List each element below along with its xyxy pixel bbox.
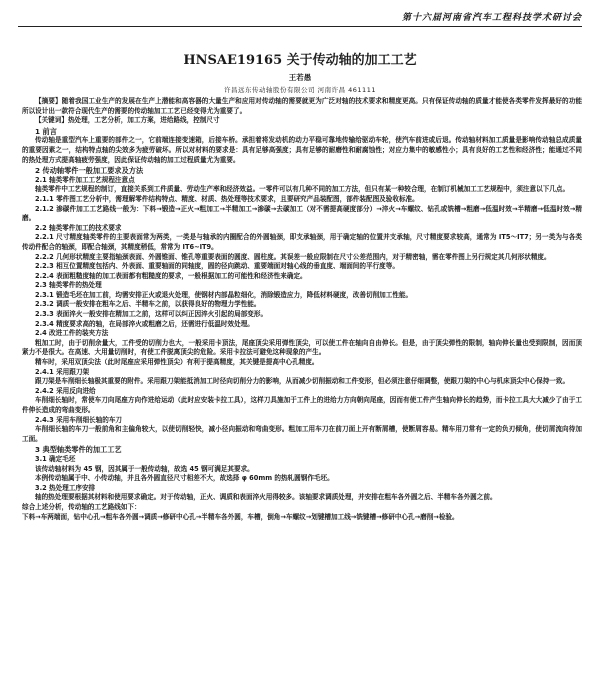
subsection-heading: 2.1 轴类零件加工工艺规程注意点 xyxy=(35,175,135,184)
paragraph: 下料→车两端面，钻中心孔→粗车各外圆→调质→修研中心孔→半精车各外圆，车槽，倒角→车螺纹→划键槽加工线→铣键槽→修研中心孔→磨削→检验。 xyxy=(22,512,459,521)
running-header xyxy=(18,6,582,27)
subsection-heading: 3.1 确定毛坯 xyxy=(35,454,76,463)
paragraph: 2.2.3 相互位置精度包括内、外表面、重要轴面的同轴度，圆的径向跳动、重要端面对轴心线的垂直度、端面间的平行度等。 xyxy=(35,262,399,271)
paragraph: 车削细长轴时，常使车刀向尾座方向作进给运动（此时应安装卡拉工具），这样刀具施加于工件上的进给力方向朝向尾座，因而有使工件产生轴向伸长的趋势，而卡拉工具大大减少了由于工件伸长造成的弯曲变形。 xyxy=(22,396,582,414)
paragraph: 2.2.2 几何形状精度主要指轴颈表面、外圆锥面、锥孔等重要表面的圆度、圆柱度。其误差一般应限制在尺寸公差范围内，对于精密轴，需在零件图上另行规定其几何形状精度。 xyxy=(35,252,551,261)
subsection-heading: 2.4 改进工件的装夹方法 xyxy=(35,329,109,338)
paragraph: 粗加工时，由于切削余量大，工件受的切削力也大，一般采用卡顶法，尾座顶尖采用弹性顶尖，可以使工件在轴向自由伸长。但是，由于顶尖弹性的限制，轴向伸长量也受到限制，因而顶紧力不是很大。在高速、大用量切削时，有使工件脱离顶尖的危险。采用卡拉法可避免这种现象的产生。 xyxy=(22,338,582,357)
paragraph: 轴类零件中工艺规程的制订，直接关系到工件质量、劳动生产率和经济效益。一零件可以有几种不同的加工方法，但只有某一种较合理，在制订机械加工工艺规程中，须注意以下几点。 xyxy=(35,185,570,194)
author-affiliation: 许昌远东传动轴股份有限公司 河南许昌 461111 xyxy=(224,86,376,94)
paragraph: 综合上述分析，传动轴的工艺路线如下： xyxy=(22,502,141,511)
subsection-heading: 2.4.1 采用跟刀架 xyxy=(35,367,90,376)
paragraph: 2.2.1 尺寸精度轴类零件的主要表面常为两类，一类是与轴承的内圈配合的外圆轴颈，即支承轴颈，用于确定轴的位置并支承轴，尺寸精度要求较高，通常为 IT5～IT7；另一类为与各类传动件配合的轴颈，即配合轴颈，其精度稍低，常常为 IT6~IT9。 xyxy=(22,233,582,251)
paragraph: 2.1.2 渗碳件加工工艺路线一般为：下料→锻造→正火→粗加工→半精加工→渗碳→去碳加工（对不需提高硬度部分）→淬火→车螺纹、钻孔或铣槽→粗磨→低温时效→半精磨→低温时效→精磨。 xyxy=(22,204,582,223)
section-heading: 3 典型轴类零件的加工工艺 xyxy=(35,445,122,455)
paragraph: 本例传动轴属于中、小传动轴，并且各外圆直径尺寸相差不大，故选择 φ 60mm 的热轧圆钢作毛坯。 xyxy=(35,474,334,483)
subsection-heading: 2.4.2 采用反向进给 xyxy=(35,386,96,395)
paragraph: 传动轴是重型汽车上重要的部件之一，它前端连接变速箱，后接车桥。承担着将发动机的动力平稳可靠地传输给驱动车轮，使汽车前进或后退。传动轴材料加工质量是影响传动轴总成质量的重要因素之一，结构特点轴的尖效多为疲劳破坏。所以对材料的要求是：具有足够高强度；具有足够的耐磨性和耐腐蚀性；对应力集中的敏感性小；具有良好的工艺性和经济性；能通过不同的热处理方式提高轴疲劳强度，因此保证传动轴的加工过程质量尤为重要。 xyxy=(22,136,582,164)
keywords: 【关键词】热处理，工艺分析，加工方案，进给路线，控制尺寸 xyxy=(35,116,220,125)
paper-sections xyxy=(22,127,582,522)
paragraph: 2.3.1 锻造毛坯在加工前，均需安排正火或退火处理，使钢材内部晶粒细化，消除锻造应力，降低材料硬度，改善切削加工性能。 xyxy=(35,290,413,299)
subsection-heading: 3.2 热处理工序安排 xyxy=(35,483,96,492)
paragraph: 2.3.2 调质一般安排在粗车之后、半精车之前，以获得良好的物理力学性能。 xyxy=(35,300,261,309)
paragraph: 2.1.1 零件图工艺分析中，需理解零件结构特点、精度、材质、热处理等技术要求，且要研究产品装配图，部件装配图及验收标准。 xyxy=(35,194,419,203)
paragraph: 2.3.3 表面淬火一般安排在精加工之前，这样可以纠正因淬火引起的局部变形。 xyxy=(35,310,268,319)
section-heading: 1 前言 xyxy=(35,126,57,136)
paragraph: 精车时，采用双顶尖法（此时尾座应采用弹性顶尖）有利于提高精度，其关键是提高中心孔精度。 xyxy=(35,358,319,367)
author-name: 王若愚 xyxy=(288,73,312,82)
paragraph: 该传动轴材料为 45 钢，因其属于一般传动轴，故选 45 钢可满足其要求。 xyxy=(35,464,254,473)
paragraph: 跟刀架是车削细长轴极其重要的附件。采用跟刀架能抵消加工时径向切削分力的影响，从而减少切削振动和工件变形，但必须注意仔细调整，使跟刀架的中心与机床顶尖中心保持一致。 xyxy=(35,377,570,386)
paper-title: HNSAE19165 关于传动轴的加工工艺 xyxy=(183,53,417,68)
abstract: 【摘要】随着我国工业生产的发展在生产上潜能和高容器的大量生产和应用对传动轴的需要就更为广泛对轴的技术要求和精度更高。只有保证传动轴的质量才能使各类零件发挥最好的功能所以设计出一款符合现代生产的需要的传动轴加工工艺已经变得尤为重要了。 xyxy=(22,97,582,115)
subsection-heading: 2.4.3 采用车削细长轴的车刀 xyxy=(35,415,123,424)
conference-name: 第十六届河南省汽车工程科技学术研讨会 xyxy=(401,13,582,23)
paragraph: 2.3.4 精度要求高的轴，在局部淬火或粗磨之后，还需进行低温时效处理。 xyxy=(35,319,254,328)
paragraph: 车削细长轴的车刀一般前角和主偏角较大，以使切削轻快，减小径向振动和弯曲变形。粗加工用车刀在前刀面上开有断屑槽，使断屑容易。精车用刀常有一定的负刃倾角，使切屑流向待加工面。 xyxy=(22,425,582,443)
section-heading: 2 传动轴零件一般加工要求及方法 xyxy=(35,166,144,176)
paragraph: 2.2.4 表面粗糙度轴的加工表面都有粗糙度的要求，一般根据加工的可能性和经济性来确定。 xyxy=(35,271,307,280)
subsection-heading: 2.2 轴类零件加工的技术要求 xyxy=(35,223,122,232)
paragraph: 轴的热处理要根据其材料和使用要求确定。对于传动轴，正火、调质和表面淬火用得较多。该轴要求调质处理，并安排在粗车各外圆之后、半精车各外圆之前。 xyxy=(35,493,497,502)
paper-body xyxy=(22,97,582,522)
subsection-heading: 2.3 轴类零件的热处理 xyxy=(35,281,102,290)
